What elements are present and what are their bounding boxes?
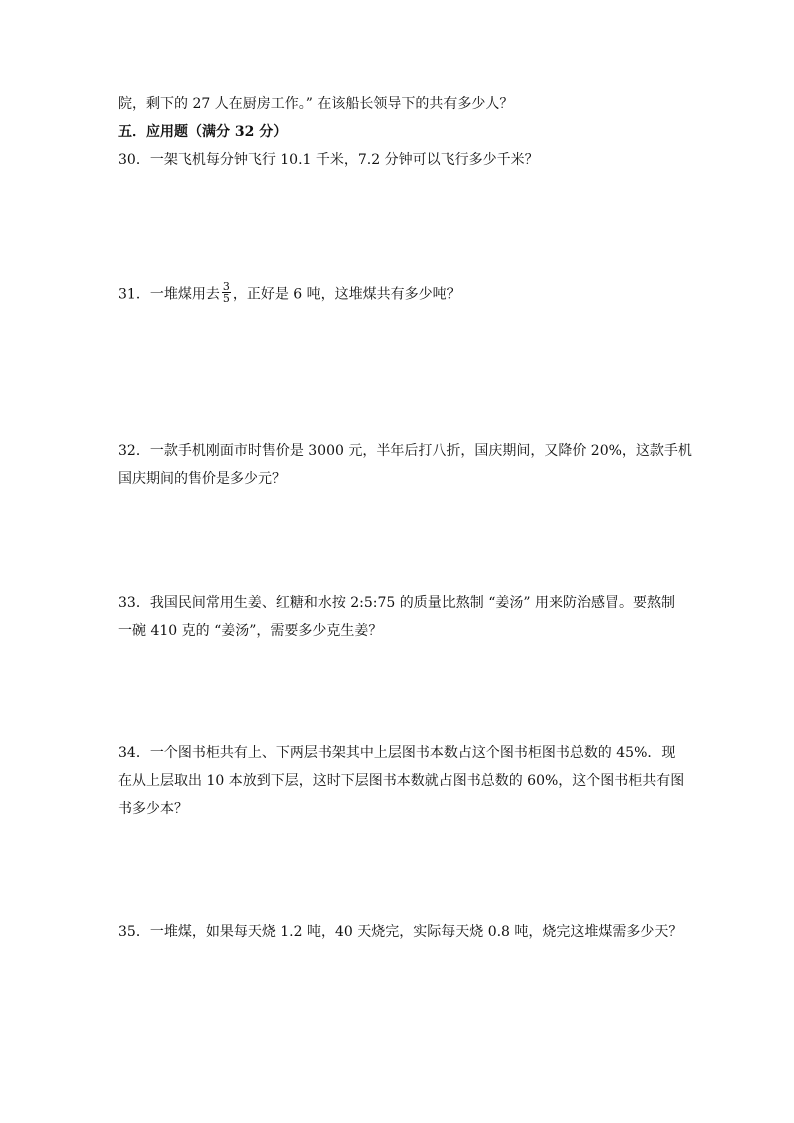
question-31-after: ，正好是 6 吨，这堆煤共有多少吨？: [232, 286, 461, 303]
question-33-line-1: 33．我国民间常用生姜、红糖和水按 2:5:75 的质量比熬制 “姜汤” 用来防治感冒。要熬制: [118, 595, 675, 611]
question-32-line-1: 32．一款手机刚面市时售价是 3000 元，半年后打八折，国庆期间，又降价 20%，这款手机: [118, 443, 692, 459]
question-32-line-2: 国庆期间的售价是多少元？: [118, 471, 286, 487]
question-34-line-2: 在从上层取出 10 本放到下层，这时下层图书本数就占图书总数的 60%，这个图书柜共有图: [118, 773, 685, 789]
question-31-before: 31．一堆煤用去: [118, 286, 220, 303]
fraction-numerator: 3: [222, 280, 230, 293]
question-30: 30．一架飞机每分钟飞行 10.1 千米，7.2 分钟可以飞行多少千米？: [118, 152, 539, 168]
question-31: [118, 280, 461, 306]
question-34-line-3: 书多少本？: [118, 801, 188, 817]
section-heading: 五．应用题（满分 32 分）: [118, 124, 288, 140]
continuation-text: 院，剩下的 27 人在厨房工作。” 在该船长领导下的共有多少人？: [118, 96, 514, 112]
fraction-denominator: 5: [222, 292, 230, 305]
question-35: 35．一堆煤，如果每天烧 1.2 吨，40 天烧完，实际每天烧 0.8 吨，烧完这堆煤需多少天？: [118, 924, 683, 940]
question-33-line-2: 一碗 410 克的 “姜汤”，需要多少克生姜？: [118, 623, 383, 639]
question-34-line-1: 34．一个图书柜共有上、下两层书架其中上层图书本数占这个图书柜图书总数的 45%．现: [118, 745, 676, 761]
fraction: [222, 281, 231, 304]
